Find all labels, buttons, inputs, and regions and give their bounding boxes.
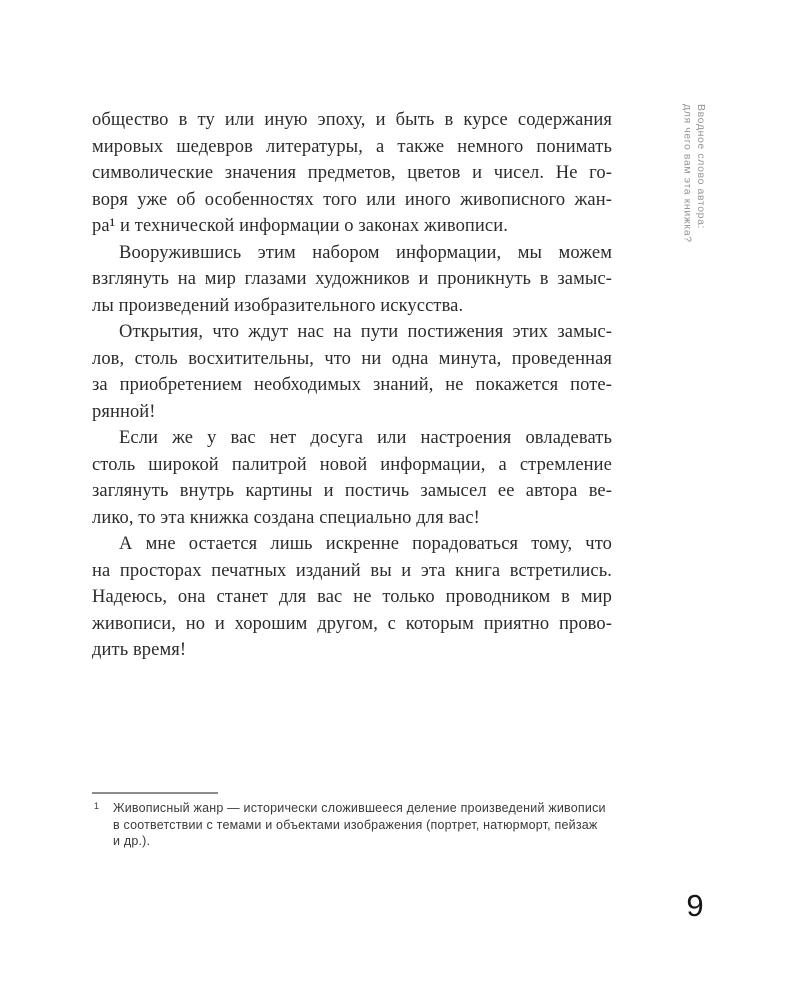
- body-line: общество в ту или иную эпоху, и быть в курсе содержания: [92, 110, 612, 130]
- body-line: Если же у вас нет досуга или настроения овладевать: [119, 428, 612, 448]
- paragraph: [92, 240, 612, 320]
- paragraph: [92, 319, 612, 425]
- paragraph: [92, 425, 612, 531]
- body-line: воря уже об особенностях того или иного живописного жан-: [92, 189, 612, 210]
- body-line: А мне остается лишь искренне порадоваться тому, что: [119, 534, 612, 554]
- body-line: лико, то эта книжка создана специально для вас!: [92, 507, 480, 528]
- footnote-marker: 1: [94, 801, 100, 811]
- body-line: лы произведений изобразительного искусства.: [92, 295, 464, 316]
- margin-caption: [680, 104, 707, 243]
- footnote-line: Живописный жанр — исторически сложившееся деление произведений живописи: [113, 801, 606, 815]
- body-line: мировых шедевров литературы, а также немного понимать: [92, 136, 612, 157]
- paragraph: [92, 531, 612, 664]
- footnote-line: и др.).: [113, 834, 151, 848]
- footnote-divider: [92, 792, 218, 794]
- body-line: живописи, но и хорошим другом, с которым приятно прово-: [92, 613, 612, 634]
- body-line: на просторах печатных изданий вы и эта книга встретились.: [92, 560, 612, 581]
- body-line: взглянуть на мир глазами художников и проникнуть в замыс-: [92, 269, 612, 289]
- body-line: символические значения предметов, цветов и чисел. Не го-: [92, 163, 612, 183]
- caption-line-2: для чего вам эта книжка?: [681, 104, 694, 243]
- body-line: Открытия, что ждут нас на пути постижения этих замыс-: [119, 322, 612, 342]
- body-line: столь широкой палитрой новой информации, а стремление: [92, 454, 612, 475]
- page-number: 9: [686, 888, 704, 923]
- body-line: дить время!: [92, 640, 187, 660]
- body-line: ра¹ и технической информации о законах живописи.: [92, 216, 508, 236]
- body-line: Вооружившись этим набором информации, мы можем: [119, 242, 612, 263]
- body-line: лов, столь восхитительны, что ни одна минута, проведенная: [92, 348, 612, 369]
- footnote-line: в соответствии с темами и объектами изображения (портрет, натюрморт, пейзаж: [113, 817, 598, 832]
- body-text: [92, 107, 612, 664]
- body-line: Надеюсь, она станет для вас не только проводником в мир: [92, 587, 612, 607]
- body-line: рянной!: [92, 401, 156, 422]
- footnote: [92, 800, 632, 850]
- caption-line-1: Вводное слово автора:: [695, 104, 707, 230]
- body-line: заглянуть внутрь картины и постичь замысел ее автора ве-: [92, 481, 612, 501]
- body-line: за приобретением необходимых знаний, не покажется поте-: [92, 375, 612, 395]
- paragraph: [92, 107, 612, 240]
